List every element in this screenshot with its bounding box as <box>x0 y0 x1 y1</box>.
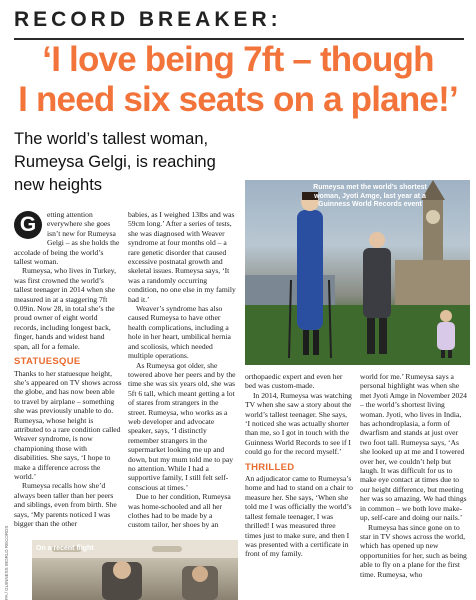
column-1-paragraph-1: etting attention everywhere she goes isn’t new for Rumeysa Gelgi – as she holds the accolade of being the world’s tallest woman. <box>14 210 120 267</box>
subhead-statuesque: STATUESQUE <box>14 356 81 368</box>
kicker: RECORD BREAKER: <box>14 8 282 31</box>
column-1-paragraph-4: Rumeysa recalls how she’d always been taller than her peers and siblings, even from birth. She says, ‘My parents noticed I was bigger than the other <box>14 481 117 528</box>
photo-credit: PA / GUINNESS WORLD RECORDS <box>4 525 9 600</box>
column-4-paragraph-1: world for me.’ Rumeysa says a personal highlight was when she met Jyoti Amge in November 2024 – the world’s shortest living woman. Jyoti, who lives in India, has achondroplasia, a form of dwarfism and stands at just over two foot tall. Rumeysa says, ‘As she looked up at me and I towered over her, we couldn’t help but laugh. It was difficult for us to make eye contact at times due to our height difference, but meeting her was so amazing. We had things in common – we both love make-up, self-care and doing our nails.’ <box>360 372 467 523</box>
drop-cap: G <box>14 211 42 239</box>
column-3-paragraph-1: orthopaedic expert and even her bed was custom-made. <box>245 372 343 391</box>
standfirst: The world’s tallest woman, Rumeysa Gelgi, is reaching new heights <box>14 130 216 194</box>
column-1-paragraph-2: Rumeysa, who lives in Turkey, was first crowned the world’s tallest teenager in 2014 when she measured in at a staggering 7ft 0.09in. Now 28, in total she’s the proud owner of eight world records, including longest back, finger, hands and widest hand span, all for a female. <box>14 266 117 351</box>
main-photo-caption: Rumeysa met the world’s shortest woman, Jyoti Amge, last year at a Guinness World Records event <box>313 184 427 209</box>
bottom-photo-label: On a recent flight <box>36 545 94 552</box>
column-2-paragraph-2: Weaver’s syndrome has also caused Rumeysa to have other health complications, including a hole in her heart, umbilical hernia and scoliosis, which needed multiple operations. <box>128 304 231 361</box>
column-4-paragraph-2: Rumeysa has since gone on to star in TV shows across the world, which has opened up new opportunities for her, such as being able to fly on a plane for the first time. Rumeysa, who <box>360 522 467 579</box>
column-3-paragraph-2: In 2014, Rumeysa was watching TV when she saw a story about the world’s tallest teenager. She says, ‘I noticed she was actually shorter than me, so I got in touch with the Guinness World Records to see if I could go for the record myself.’ <box>245 390 352 457</box>
headline-line-2: I need six seats on a plane!’ <box>18 80 458 119</box>
column-3 <box>245 372 353 559</box>
headline-line-1: ‘I love being 7ft – though <box>42 40 434 79</box>
column-2-paragraph-1: babies, as I weighed 13lbs and was 59cm long.’ After a series of tests, she was diagnosed with Weaver syndrome at four months old – a rare genetic disorder that caused excessive postnatal growth and skeletal issues. Rumeysa says, ‘It was a randomly occurring condition, no one else in my family had it.’ <box>128 210 236 304</box>
column-2 <box>128 210 236 530</box>
headline <box>8 40 468 120</box>
subhead-thrilled: THRILLED <box>245 461 295 473</box>
column-1-paragraph-3: Thanks to her statuesque height, she’s appeared on TV shows across the globe, and has now been able to travel by airplane – something she was previously unable to do. Rumeysa, whose height is attributed to a rare condition called Weaver syndrome, is now championing those with disabilities. She says, ‘I hope to make a difference across the world.’ <box>14 368 122 481</box>
column-3-paragraph-3: An adjudicator came to Rumeysa’s home and had to stand on a chair to measure her. She says, ‘When she told me I was officially the world’s tallest female teenager, I was thrilled! I was measured three times just to make sure, and then I was presented with a certificate in front of my family. <box>245 474 353 559</box>
column-4 <box>360 372 468 579</box>
column-1 <box>14 210 122 528</box>
column-2-paragraph-4: Due to her condition, Rumeysa was home-schooled and all her clothes had to be made by a custom tailor, her shoes by an <box>128 492 231 530</box>
column-2-paragraph-3: As Rumeysa got older, she towered above her peers and by the time she was six years old, she was 5ft 6 tall, which meant getting a lot of stares from strangers in the street. Rumeysa, who works as a web developer and advocate speaker, says, ‘I distinctly remember strangers in the supermarket looking me up and down, but my mum told me to pay no attention. While I had a supportive family, I still felt self-conscious at times.’ <box>128 360 236 492</box>
